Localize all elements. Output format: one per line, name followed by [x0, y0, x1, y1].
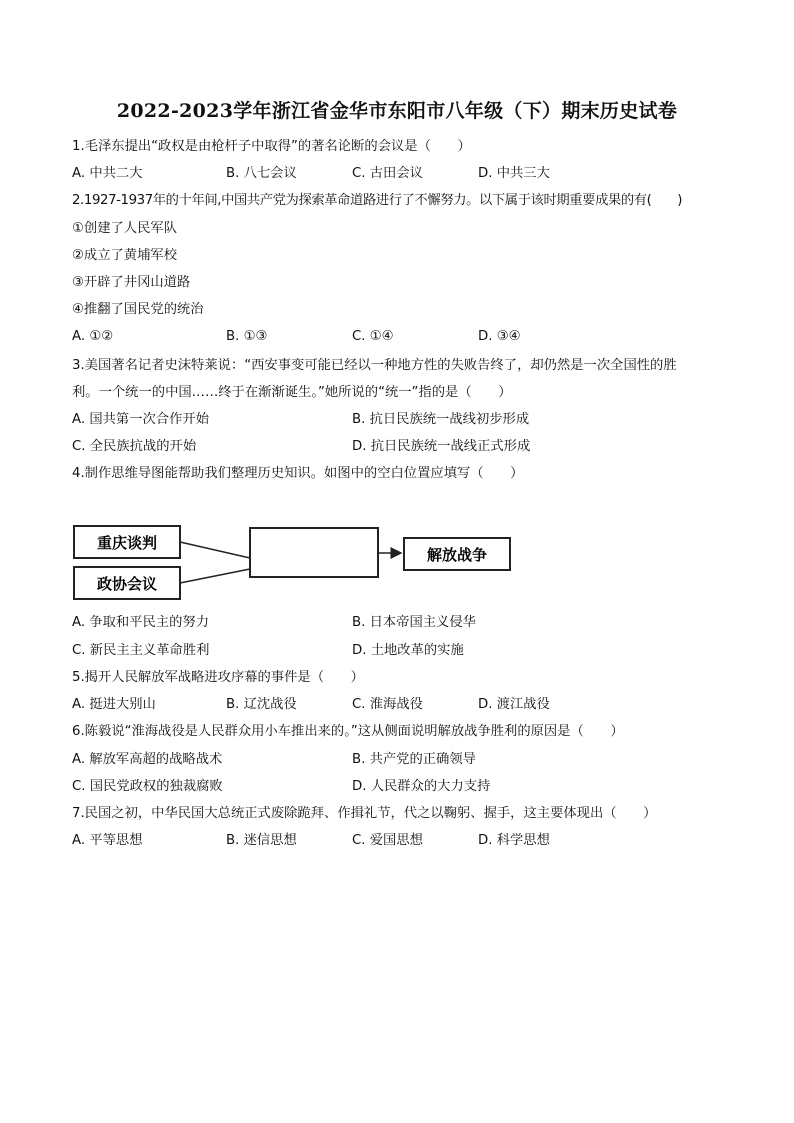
question-3-option-b: B. 抗日民族统一战线初步形成 [352, 412, 530, 427]
question-6-stem: 6.陈毅说“淮海战役是人民群众用小车推出来的。”这从侧面说明解放战争胜利的原因是（ ） [72, 724, 624, 739]
question-3-stem-line-1: 3.美国著名记者史沫特莱说：“西安事变可能已经以一种地方性的失败告终了，却仍然是一次全国性的胜 [72, 358, 677, 373]
mind-map-diagram [72, 517, 522, 607]
question-1-stem: 1.毛泽东提出“政权是由枪杆子中取得”的著名论断的会议是（ ） [72, 139, 471, 154]
question-5-option-a: A. 挺进大别山 [72, 697, 156, 712]
question-1-option-b: B. 八七会议 [226, 166, 297, 181]
question-6-option-b: B. 共产党的正确领导 [352, 752, 476, 767]
question-5-stem: 5.揭开人民解放军战略进攻序幕的事件是（ ） [72, 670, 364, 685]
question-1-option-c: C. 古田会议 [352, 166, 423, 181]
question-4-option-d: D. 土地改革的实施 [352, 643, 464, 658]
box-liberation-war-label: 解放战争 [426, 546, 488, 564]
question-2-item-4: ④推翻了国民党的统治 [72, 302, 204, 317]
box-chongqing-negotiation-label: 重庆谈判 [96, 534, 158, 552]
question-7-option-b: B. 迷信思想 [226, 833, 297, 848]
question-2-option-d: D. ③④ [478, 329, 521, 344]
box-cppcc-meeting-label: 政协会议 [96, 575, 158, 593]
question-3-option-d: D. 抗日民族统一战线正式形成 [352, 439, 531, 454]
question-2-item-1: ①创建了人民军队 [72, 221, 177, 236]
question-2-option-b: B. ①③ [226, 329, 268, 344]
page-title: 2022-2023学年浙江省金华市东阳市八年级（下）期末历史试卷 [116, 100, 678, 122]
question-6-option-d: D. 人民群众的大力支持 [352, 779, 491, 794]
question-4-stem: 4.制作思维导图能帮助我们整理历史知识。如图中的空白位置应填写（ ） [72, 466, 524, 481]
question-6-option-c: C. 国民党政权的独裁腐败 [72, 779, 223, 794]
question-1-option-a: A. 中共二大 [72, 166, 143, 181]
connector-line-bottom [180, 569, 250, 583]
blank-box [250, 528, 378, 577]
question-4-option-b: B. 日本帝国主义侵华 [352, 615, 476, 630]
question-3-option-a: A. 国共第一次合作开始 [72, 412, 209, 427]
question-4-option-c: C. 新民主主义革命胜利 [72, 643, 210, 658]
question-7-option-c: C. 爱国思想 [352, 833, 423, 848]
question-3-stem-line-2: 利。一个统一的中国……终于在渐渐诞生。”她所说的“统一”指的是（ ） [72, 385, 512, 400]
question-2-option-c: C. ①④ [352, 329, 394, 344]
question-2-option-a: A. ①② [72, 329, 114, 344]
question-2-stem: 2.1927-1937年的十年间,中国共产党为探索革命道路进行了不懈努力。以下属于该时期重要成果的有( ) [72, 193, 683, 208]
question-5-option-b: B. 辽沈战役 [226, 697, 297, 712]
question-6-option-a: A. 解放军高超的战略战术 [72, 752, 223, 767]
question-7-option-d: D. 科学思想 [478, 833, 550, 848]
connector-line-top [180, 542, 250, 558]
question-7-stem: 7.民国之初，中华民国大总统正式废除跪拜、作揖礼节，代之以鞠躬、握手，这主要体现出（ ） [72, 806, 657, 821]
question-7-option-a: A. 平等思想 [72, 833, 143, 848]
question-5-option-d: D. 渡江战役 [478, 697, 550, 712]
question-2-item-2: ②成立了黄埔军校 [72, 248, 177, 263]
question-5-option-c: C. 淮海战役 [352, 697, 423, 712]
question-4-option-a: A. 争取和平民主的努力 [72, 615, 209, 630]
question-1-option-d: D. 中共三大 [478, 166, 550, 181]
question-3-option-c: C. 全民族抗战的开始 [72, 439, 197, 454]
question-2-item-3: ③开辟了井冈山道路 [72, 275, 191, 290]
